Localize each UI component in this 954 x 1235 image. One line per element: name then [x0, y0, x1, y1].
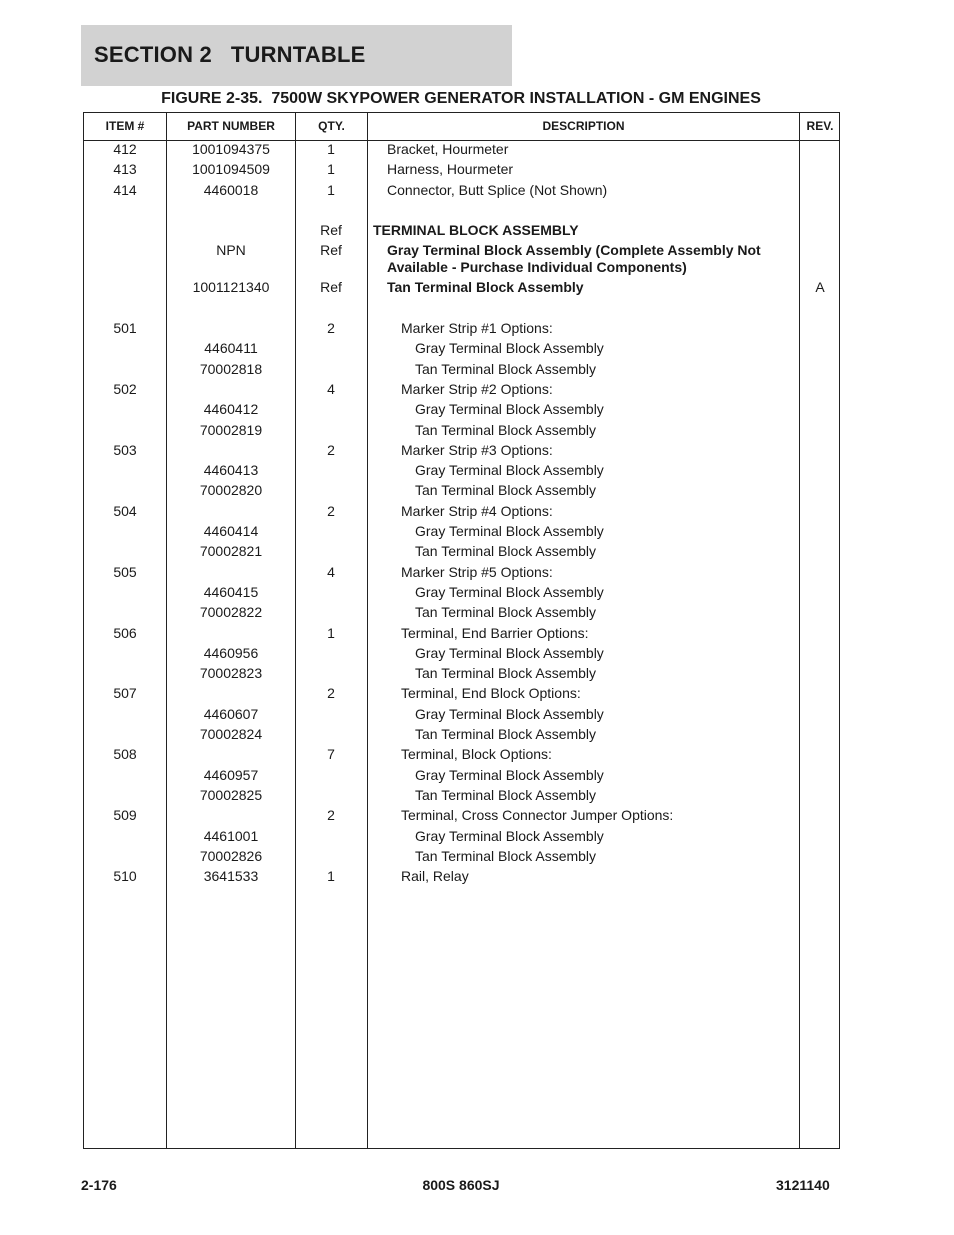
header-item: ITEM # [105, 119, 145, 133]
figure-title: FIGURE 2-35. 7500W SKYPOWER GENERATOR INSTALLATION - GM ENGINES [161, 90, 761, 107]
table-row [84, 319, 839, 339]
description: Gray Terminal Block Assembly [415, 705, 604, 722]
description: Gray Terminal Block Assembly [415, 766, 604, 783]
description: Marker Strip #3 Options: [401, 441, 553, 458]
part-number: 1001094509 [192, 161, 270, 178]
item-number: 505 [113, 563, 137, 580]
table-row-spacer [84, 299, 839, 319]
table-row [84, 160, 839, 180]
quantity: 7 [327, 746, 335, 763]
item-number: 506 [113, 624, 137, 641]
quantity: 2 [327, 441, 335, 458]
part-number: 70002823 [199, 665, 263, 682]
description: Gray Terminal Block Assembly [415, 340, 604, 357]
table-row [84, 441, 839, 461]
part-number: 70002821 [199, 543, 263, 560]
page-number: 2-176 [81, 1177, 117, 1193]
table-row [84, 603, 839, 623]
description: Tan Terminal Block Assembly [415, 604, 597, 621]
description: Tan Terminal Block Assembly [415, 360, 597, 377]
description: Tan Terminal Block Assembly [415, 482, 597, 499]
table-row [84, 400, 839, 420]
part-number: 4460411 [204, 340, 258, 357]
table-row [84, 664, 839, 684]
table-row [84, 421, 839, 441]
description: Tan Terminal Block Assembly [415, 847, 597, 864]
description: Gray Terminal Block Assembly [415, 401, 604, 418]
table-row [84, 481, 839, 501]
part-number: 1001121340 [192, 279, 270, 296]
table-row [84, 766, 839, 786]
table-row [84, 624, 839, 644]
item-number: 502 [113, 380, 137, 397]
quantity: 2 [327, 685, 335, 702]
item-number: 414 [113, 181, 137, 198]
table-row [84, 705, 839, 725]
quantity: Ref [320, 242, 342, 259]
item-number: 412 [113, 141, 137, 157]
part-number: 4460413 [203, 462, 259, 479]
quantity: 1 [327, 141, 335, 157]
quantity: 2 [327, 502, 335, 519]
item-number: 504 [113, 502, 137, 519]
table-row [84, 847, 839, 867]
part-number: 4461001 [203, 827, 259, 844]
header-description: DESCRIPTION [542, 119, 625, 133]
quantity: Ref [320, 279, 342, 296]
table-row [84, 181, 839, 201]
table-row [84, 360, 839, 380]
description: Connector, Butt Splice (Not Shown) [387, 181, 608, 198]
quantity: 1 [327, 181, 335, 198]
parts-table [83, 112, 840, 1149]
description: Marker Strip #4 Options: [401, 502, 553, 519]
part-number: 70002819 [199, 421, 263, 438]
part-number: 70002822 [199, 604, 263, 621]
description: TERMINAL BLOCK ASSEMBLY [373, 222, 579, 239]
quantity: 4 [327, 563, 335, 580]
description: Gray Terminal Block Assembly [415, 827, 604, 844]
table-row [84, 542, 839, 562]
quantity: 1 [327, 868, 335, 885]
part-number: 4460957 [203, 766, 259, 783]
description: Tan Terminal Block Assembly [387, 279, 584, 296]
table-row [84, 806, 839, 826]
description: Marker Strip #1 Options: [401, 320, 553, 337]
table-row [84, 827, 839, 847]
part-number: 4460956 [203, 644, 259, 661]
item-number: 509 [113, 807, 137, 824]
table-row-spacer [84, 201, 839, 221]
document-number: 3121140 [776, 1177, 830, 1193]
part-number: 70002825 [199, 786, 263, 803]
part-number: 4460607 [203, 705, 259, 722]
header-qty: QTY. [318, 119, 345, 133]
table-row [84, 745, 839, 765]
table-row [84, 380, 839, 400]
part-number: 4460414 [203, 523, 259, 540]
description: Rail, Relay [401, 868, 469, 885]
description: Terminal, Block Options: [401, 746, 552, 763]
part-number: 70002818 [199, 360, 263, 377]
table-row [84, 725, 839, 745]
part-number: 4460415 [203, 583, 259, 600]
item-number: 501 [113, 320, 137, 337]
table-row [84, 278, 839, 298]
description: Gray Terminal Block Assembly [415, 462, 604, 479]
quantity: 2 [327, 320, 335, 337]
description: Terminal, End Barrier Options: [401, 624, 589, 641]
table-row [84, 461, 839, 481]
quantity: 1 [327, 161, 335, 178]
table-row [84, 684, 839, 704]
part-number: 1001094375 [192, 141, 270, 157]
description: Tan Terminal Block Assembly [415, 665, 597, 682]
part-number: 4460018 [203, 181, 259, 198]
description: Gray Terminal Block Assembly (Complete Assembly Not Available - Purchase Individual Components) [387, 242, 761, 276]
table-row [84, 786, 839, 806]
item-number: 503 [113, 441, 137, 458]
table-row [84, 502, 839, 522]
description: Gray Terminal Block Assembly [415, 523, 604, 540]
table-row [84, 583, 839, 603]
section-title: SECTION 2 TURNTABLE [94, 42, 366, 67]
description: Tan Terminal Block Assembly [415, 421, 597, 438]
description: Tan Terminal Block Assembly [415, 786, 597, 803]
part-number: 3641533 [203, 868, 259, 885]
part-number: 70002820 [199, 482, 263, 499]
table-header [84, 113, 839, 141]
header-rev: REV. [806, 119, 834, 133]
table-row [84, 339, 839, 359]
table-body [84, 140, 839, 887]
description: Tan Terminal Block Assembly [415, 543, 597, 560]
table-row [84, 241, 839, 278]
description: Gray Terminal Block Assembly [415, 583, 604, 600]
description: Bracket, Hourmeter [387, 141, 509, 157]
description: Terminal, Cross Connector Jumper Options: [401, 807, 674, 824]
item-number: 413 [113, 161, 137, 178]
quantity: 1 [327, 624, 335, 641]
part-number: 70002826 [199, 847, 263, 864]
revision: A [815, 279, 825, 296]
table-row [84, 140, 839, 160]
item-number: 510 [113, 868, 137, 885]
part-number: 70002824 [199, 726, 263, 743]
quantity: Ref [320, 222, 342, 239]
section-banner [81, 25, 512, 86]
table-row [84, 644, 839, 664]
table-row [84, 867, 839, 887]
table-row [84, 221, 839, 241]
description: Terminal, End Block Options: [401, 685, 581, 702]
quantity: 2 [327, 807, 335, 824]
description: Harness, Hourmeter [387, 161, 514, 178]
item-number: 508 [113, 746, 137, 763]
table-row [84, 563, 839, 583]
quantity: 4 [327, 380, 335, 397]
item-number: 507 [113, 685, 137, 702]
description: Tan Terminal Block Assembly [415, 726, 597, 743]
part-number: 4460412 [203, 401, 259, 418]
description: Marker Strip #5 Options: [401, 563, 553, 580]
header-part-number: PART NUMBER [187, 119, 275, 133]
description: Marker Strip #2 Options: [401, 380, 553, 397]
table-row [84, 522, 839, 542]
model-number: 800S 860SJ [422, 1177, 500, 1193]
part-number: NPN [216, 242, 246, 259]
description: Gray Terminal Block Assembly [415, 644, 604, 661]
